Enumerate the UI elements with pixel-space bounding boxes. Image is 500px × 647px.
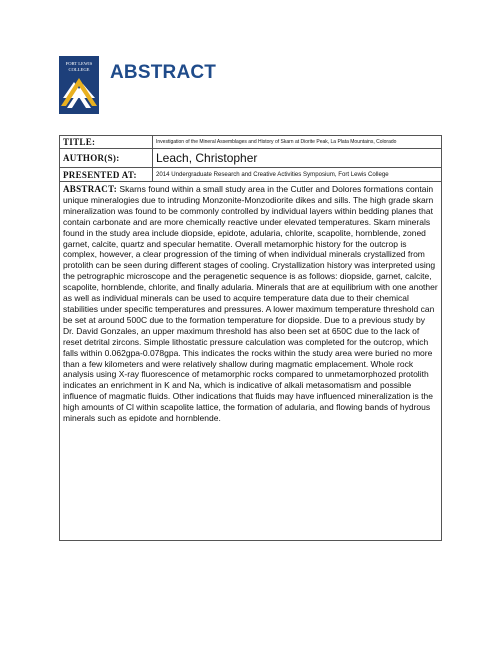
title-label: TITLE:: [60, 136, 153, 149]
author-row: [60, 149, 442, 168]
svg-text:FORT LEWIS: FORT LEWIS: [65, 61, 93, 66]
presented-row: [60, 168, 442, 182]
abstract-text: Skarns found within a small study area in the Cutler and Dolores formations contain unique mineralogies due to intruding Monzonite-Monzodiorite dikes and sills. The high grade skarn mineralization was found to be commonly controlled by individual layers within bedding planes that contain carbonate and are more chemically reactive under elevated temperatures. Skarn minerals found in the study area include diopside, epidote, adularia, chlorite, scapolite, hornblende, zoned garnet, calcite, quartz and specular hematite. Overall metamorphic history for the outcrop is complex, however, a clear progression of the timing of when individual minerals crystallized from protolith can be seen during different stages of cooling. Crystallization history was interpreted using the petrographic microscope and the peragenetic sequence is as follows: diopside, garnet, calcite, scapolite, hornblende, chlorite, and finally adularia. Minerals that are at equilibrium with one another as well as individual minerals can be used to acquire temperature data due to their chemical stabilities under specific temperatures and pressures. A lower maximum temperature threshold can be set at around 500C due to the formation temperature for diopside. Due to a previous study by Dr. David Gonzales, an upper maximum threshold has also been set at 650C due to the lack of reset detrital zircons. Simple lithostatic pressure calculation was completed for the outcrop, which falls within 0.062gpa-0.078gpa. This indicates the rocks within the study area were buried no more than a few kilometers and were relatively shallow during magmatic emplacement. Whole rock analysis using X-ray fluorescence of metamorphic rocks compared to unmetamorphozed protolith indicates an enrichment in K and Na, which is indicative of alkali metasomatism and possible influence of magmatic fluids. Other indications that fluids may have influenced mineralization is the high amounts of Cl within scapolite lattice, the formation of adularia, and flowing bands of hydrous minerals such as epidote and hornblende.: [63, 184, 438, 424]
fort-lewis-college-logo: [59, 56, 99, 114]
abstract-label: ABSTRACT:: [63, 184, 118, 194]
title-row: [60, 136, 442, 149]
page-heading: ABSTRACT: [110, 62, 217, 83]
abstract-cell: [60, 182, 442, 541]
presented-value: 2014 Undergraduate Research and Creative Activities Symposium, Fort Lewis College: [153, 168, 442, 182]
title-value: Investigation of the Mineral Assemblages and History of Skarn at Diorite Peak, La Plata Mountains, Colorado: [153, 136, 442, 149]
svg-text:COLLEGE: COLLEGE: [68, 67, 90, 72]
abstract-row: [60, 182, 442, 541]
presented-label: PRESENTED AT:: [60, 168, 153, 182]
abstract-info-table: [59, 135, 442, 541]
author-label: AUTHOR(S):: [60, 149, 153, 168]
author-value: Leach, Christopher: [153, 149, 442, 168]
